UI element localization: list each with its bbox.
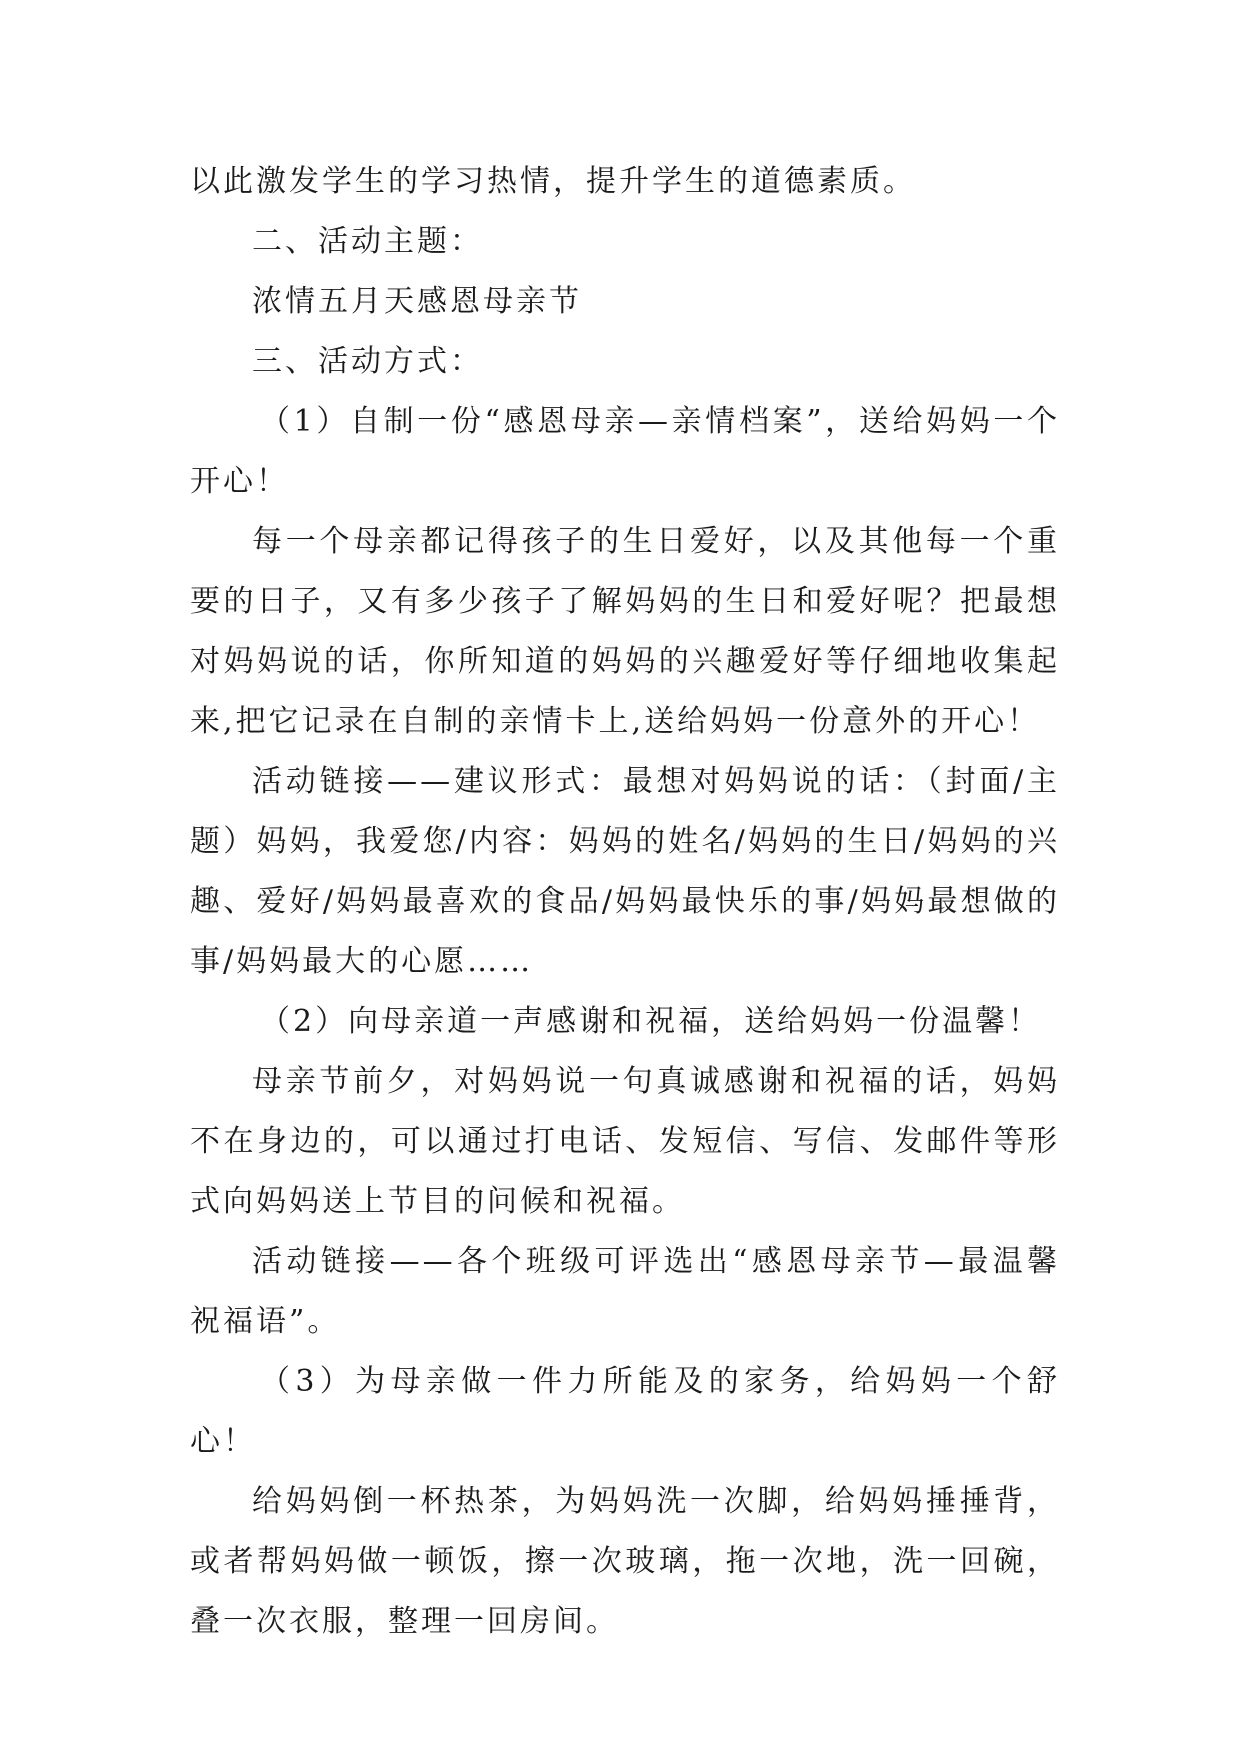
heading-activity-theme: 二、活动主题： [252, 224, 483, 259]
method-item-3-description: 给妈妈倒一杯热茶，为妈妈洗一次脚，给妈妈捶捶背，或者帮妈妈做一顿饭，擦一次玻璃，拖一次地，洗一回碗，叠一次衣服，整理一回房间。 [190, 1484, 1060, 1639]
activity-theme-text: 浓情五月天感恩母亲节 [252, 284, 582, 319]
method-item-1-description: 每一个母亲都记得孩子的生日爱好，以及其他每一个重要的日子，又有多少孩子了解妈妈的生日和爱好呢？把最想对妈妈说的话，你所知道的妈妈的兴趣爱好等仔细地收集起来,把它记录在自制的亲情卡上,送给妈妈一份意外的开心！ [190, 524, 1060, 739]
method-item-3: （3）为母亲做一件力所能及的家务，给妈妈一个舒心！ [190, 1364, 1060, 1459]
method-item-2-link: 活动链接——各个班级可评选出“感恩母亲节—最温馨祝福语”。 [190, 1244, 1060, 1339]
method-item-2: （2）向母亲道一声感谢和祝福，送给妈妈一份温馨！ [260, 1004, 1042, 1039]
paragraph-intro-continuation: 以此激发学生的学习热情，提升学生的道德素质。 [190, 164, 916, 199]
method-item-1-link: 活动链接——建议形式：最想对妈妈说的话：（封面/主题）妈妈，我爱您/内容：妈妈的姓名/妈妈的生日/妈妈的兴趣、爱好/妈妈最喜欢的食品/妈妈最快乐的事/妈妈最想做的事/妈妈最大的心愿…… [190, 764, 1060, 979]
method-item-1: （1）自制一份“感恩母亲—亲情档案”，送给妈妈一个开心！ [190, 404, 1060, 499]
heading-activity-method: 三、活动方式： [252, 344, 483, 379]
document-body [190, 152, 1060, 1652]
method-item-2-description: 母亲节前夕，对妈妈说一句真诚感谢和祝福的话，妈妈不在身边的，可以通过打电话、发短信、写信、发邮件等形式向妈妈送上节目的问候和祝福。 [190, 1064, 1060, 1219]
